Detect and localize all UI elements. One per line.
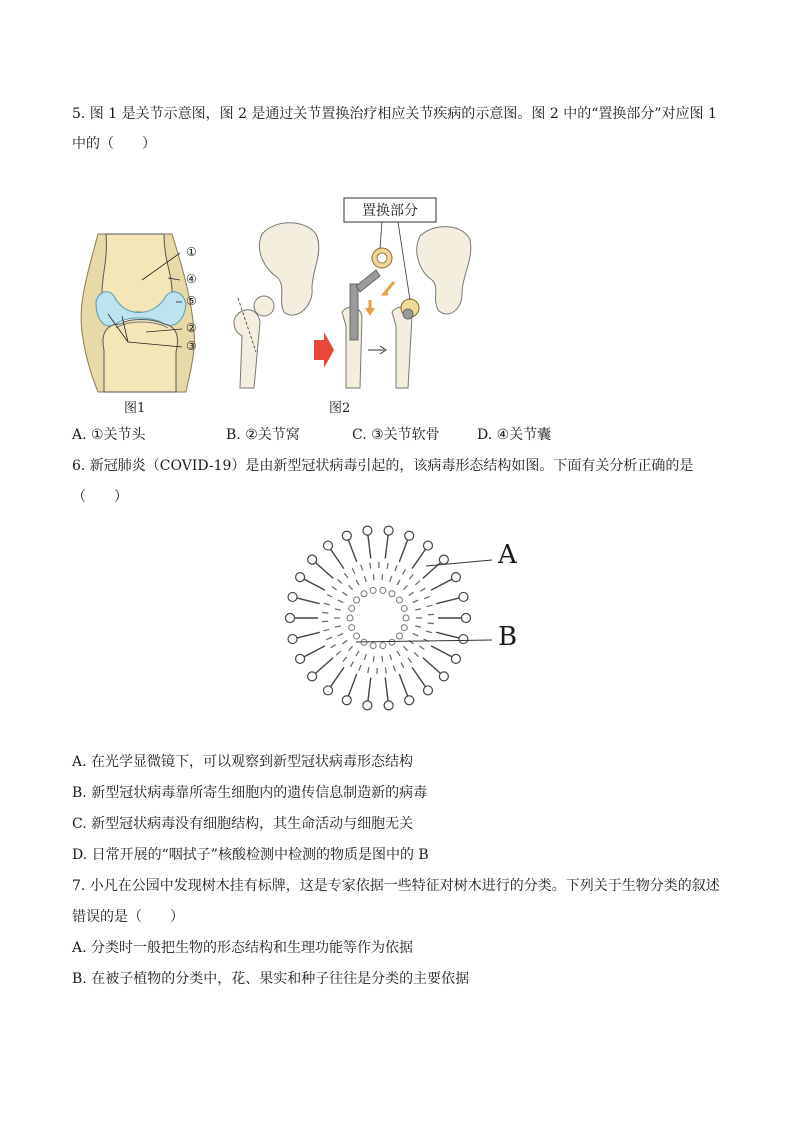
coronavirus-diagram xyxy=(276,510,526,720)
virus-label-a: A xyxy=(498,540,517,570)
q7-stem-line1: 7. 小凡在公园中发现树木挂有标牌，这是专家依据一些特征对树木进行的分类。下列关于生物分类的叙述 xyxy=(72,878,720,894)
replace-label: 置换部分 xyxy=(362,203,418,219)
q5-option-b[interactable]: B. ②关节窝 xyxy=(226,427,300,443)
fig2-caption: 图2 xyxy=(329,401,351,416)
q5-option-a[interactable]: A. ①关节头 xyxy=(72,427,146,443)
fig1-caption: 图1 xyxy=(124,401,146,416)
q5-option-d[interactable]: D. ④关节囊 xyxy=(477,427,552,443)
hip-replacement-diagram xyxy=(226,196,476,394)
q5-option-c[interactable]: C. ③关节软骨 xyxy=(352,427,440,443)
marker-5: ⑤ xyxy=(186,294,197,308)
q5-stem-line1: 5. 图 1 是关节示意图，图 2 是通过关节置换治疗相应关节疾病的示意图。图 2 中的“置换部分”对应图 1 xyxy=(72,106,717,122)
q6-option-d[interactable]: D. 日常开展的“咽拭子”核酸检测中检测的物质是图中的 B xyxy=(72,847,429,863)
marker-2: ② xyxy=(186,321,197,335)
marker-3: ③ xyxy=(186,339,197,353)
q6-option-c[interactable]: C. 新型冠状病毒没有细胞结构，其生命活动与细胞无关 xyxy=(72,816,414,832)
q6-option-a[interactable]: A. 在光学显微镜下，可以观察到新型冠状病毒形态结构 xyxy=(72,754,414,770)
q5-stem-line2: 中的（ ） xyxy=(72,136,156,152)
marker-1: ① xyxy=(186,245,197,259)
q7-option-a[interactable]: A. 分类时一般把生物的形态结构和生理功能等作为依据 xyxy=(72,940,414,956)
q7-option-b[interactable]: B. 在被子植物的分类中，花、果实和种子往往是分类的主要依据 xyxy=(72,971,470,987)
q6-stem-line1: 6. 新冠肺炎（COVID-19）是由新型冠状病毒引起的，该病毒形态结构如图。下面有关分析正确的是 xyxy=(72,458,694,474)
virus-label-b: B xyxy=(498,622,518,652)
q6-option-b[interactable]: B. 新型冠状病毒靠所寄生细胞内的遗传信息制造新的病毒 xyxy=(72,785,428,801)
q7-stem-line2: 错误的是（ ） xyxy=(72,909,184,925)
q6-stem-line2: （ ） xyxy=(72,489,128,505)
marker-4: ④ xyxy=(186,272,197,286)
